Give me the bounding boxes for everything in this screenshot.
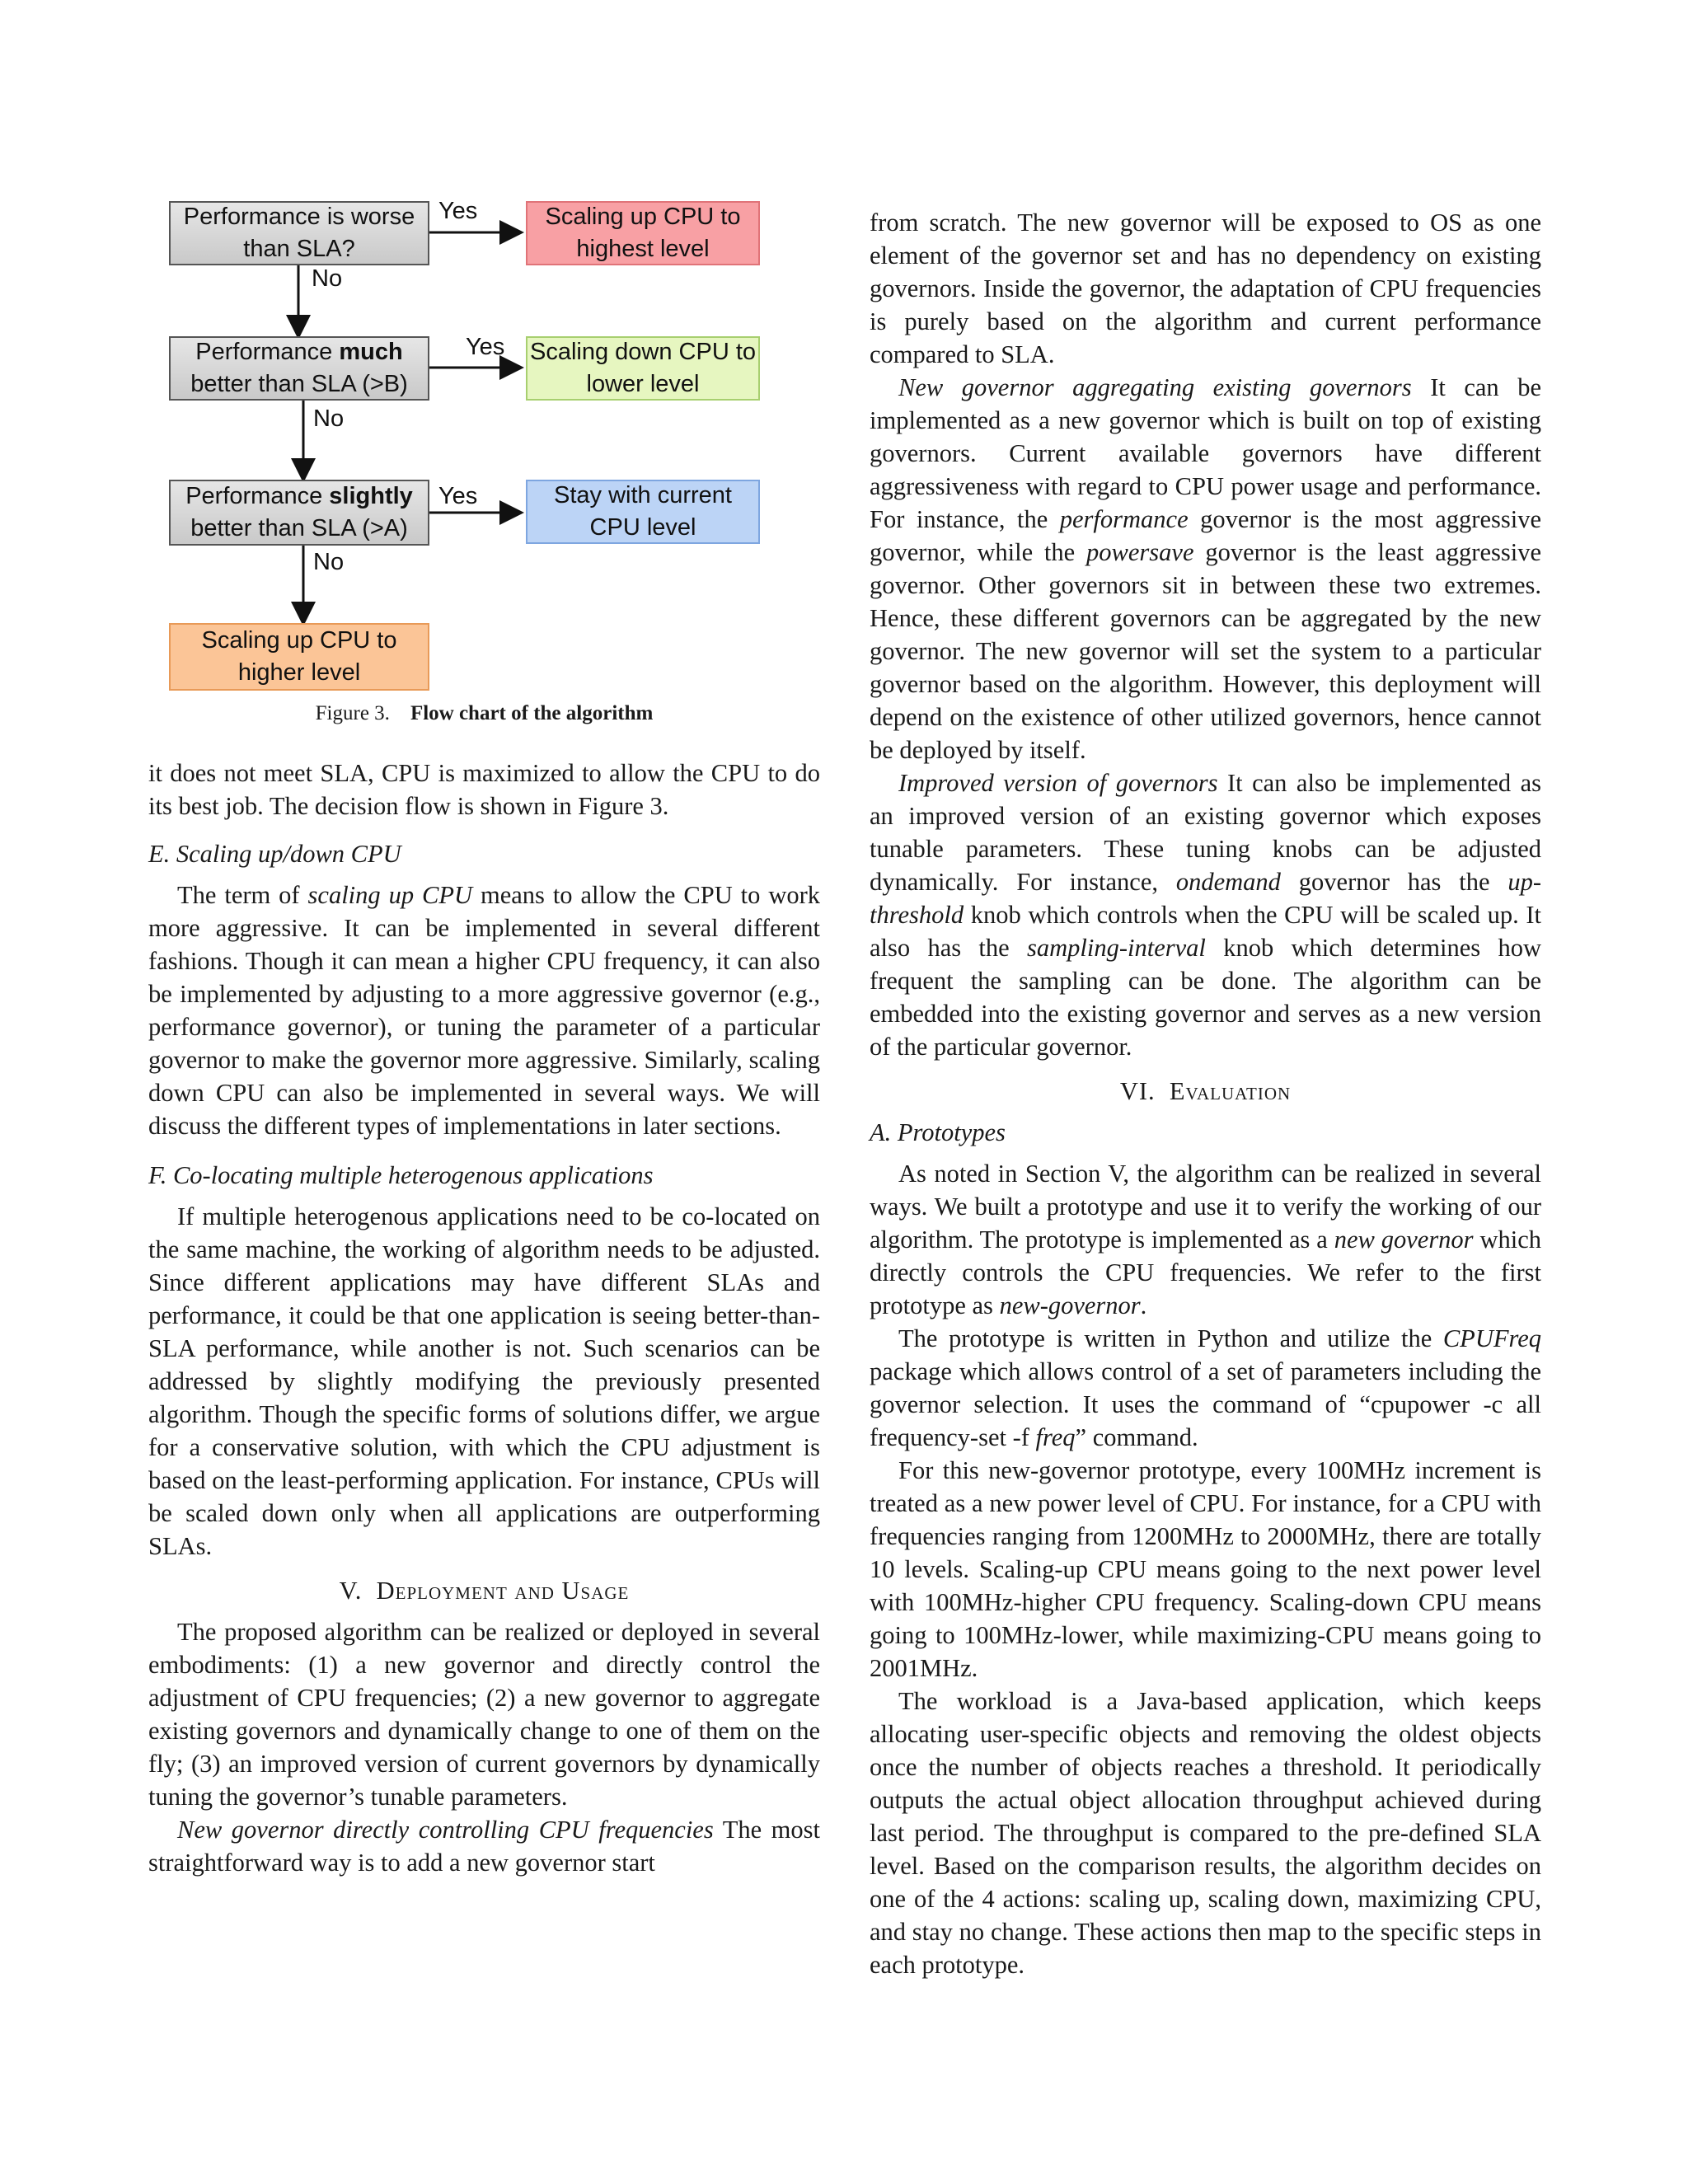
section-a-heading: A. Prototypes: [870, 1118, 1006, 1146]
right-column: [870, 206, 1541, 1981]
decision-much-better: [169, 336, 429, 401]
action-scale-down-lower: [526, 336, 760, 401]
decision-slightly-better: [169, 480, 429, 546]
right-paragraph-6: The workload is a Java-based application, which keeps allocating user-specific objects and removing the oldest objects once the number of objects reaches a threshold. It periodically outputs the actual object allocation throughput achieved during last period. The throughput is compared to the pre-defined SLA level. Based on the comparison results, the algorithm decides on one of the 4 actions: scaling up, scaling down, maximizing CPU, and stay no change. These actions then map to the specific steps in each prototype.: [870, 1687, 1541, 1979]
label-no-3: No: [313, 549, 345, 575]
figure-caption-label: Figure 3.: [315, 702, 390, 724]
action-stay-current-text: Stay with current CPU level: [554, 482, 732, 541]
decision-worse-than-sla-text: Performance is worse than SLA?: [183, 204, 415, 262]
label-yes-1: Yes: [438, 198, 478, 224]
right-paragraph-4: The prototype is written in Python and utilize the CPUFreq package which allows control of a set of parameters including the governor selection. It uses the command of “cpupower -c all frequency-set -f freq” command.: [870, 1324, 1541, 1451]
action-stay-current: [526, 480, 760, 544]
label-no-1: No: [312, 265, 343, 292]
label-yes-2: Yes: [466, 334, 505, 360]
action-scale-up-highest: [526, 201, 760, 265]
section-f-heading: F. Co-locating multiple heterogenous applications: [148, 1161, 654, 1189]
left-column: [148, 757, 820, 1879]
right-paragraph-1: New governor aggregating existing governors It can be implemented as a new governor which is built on top of existing governors. Current available governors have different aggressiveness with regard to CPU power usage and performance. For instance, the performance governor is the most aggressive governor, while the powersave governor is the least aggressive governor. Other governors sit in between these two extremes. Hence, these different governors can be aggregated by the new governor. The new governor will set the system to a particular governor based on the algorithm. However, this deployment will depend on the existence of other utilized governors, hence cannot be deployed by itself.: [870, 373, 1541, 764]
left-paragraph-2: If multiple heterogenous applications need to be co-located on the same machine, the working of algorithm needs to be adjusted. Since different applications may have different SLAs and performance, it could be that one application is seeing better-than-SLA performance, while another is not. Such scenarios can be addressed by slightly modifying the previously presented algorithm. Though the specific forms of solutions differ, we argue for a conservative solution, with which the CPU adjustment is based on the least-performing application. For instance, CPUs will be scaled down only when all applications are outperforming SLAs.: [148, 1202, 820, 1560]
section-vi-heading: VI. Evaluation: [1119, 1077, 1292, 1105]
right-paragraph-0: from scratch. The new governor will be exposed to OS as one element of the governor set and has no dependency on existing governors. Inside the governor, the adaptation of CPU frequencies is purely based on the algorithm and current performance compared to SLA.: [870, 209, 1541, 368]
action-scale-up-higher-text: Scaling up CPU to higher level: [201, 627, 397, 686]
label-no-2: No: [313, 405, 345, 432]
figure-caption-title: Flow chart of the algorithm: [410, 702, 654, 724]
decision-much-better-text: Performance much better than SLA (>B): [190, 339, 408, 397]
left-paragraph-3: The proposed algorithm can be realized or deployed in several embodiments: (1) a new governor and directly control the adjustment of CPU frequencies; (2) a new governor to aggregate existing governors and dynamically change to one of them on the fly; (3) an improved version of current governors by dynamically tuning the governor’s tunable parameters.: [148, 1618, 820, 1811]
left-paragraph-0: it does not meet SLA, CPU is maximized to allow the CPU to do its best job. The decision flow is shown in Figure 3.: [148, 759, 820, 820]
left-paragraph-1: The term of scaling up CPU means to allow the CPU to work more aggressive. It can be implemented in several different fashions. Though it can mean a higher CPU frequency, it can also be implemented by adjusting to a more aggressive governor (e.g., performance governor), or tuning the parameter of a particular governor to make the governor more aggressive. Similarly, scaling down CPU can also be implemented in several ways. We will discuss the different types of implementations in later sections.: [148, 881, 821, 1140]
flowchart-figure: [148, 190, 820, 750]
section-v-heading: V. Deployment and Usage: [339, 1577, 630, 1605]
right-paragraph-2: Improved version of governors It can also be implemented as an improved version of an existing governor which exposes tunable parameters. These tuning knobs can be adjusted dynamically. For instance, ondemand governor has the up-threshold knob which controls when the CPU will be scaled up. It also has the sampling-interval knob which determines how frequent the sampling can be done. The algorithm can be embedded into the existing governor and serves as a new version of the particular governor.: [870, 769, 1541, 1061]
decision-worse-than-sla: [169, 201, 429, 265]
left-paragraph-4: New governor directly controlling CPU frequencies The most straightforward way is to add a new governor start: [148, 1816, 820, 1877]
action-scale-up-higher: [169, 623, 429, 691]
right-paragraph-5: For this new-governor prototype, every 100MHz increment is treated as a new power level of CPU. For instance, for a CPU with frequencies ranging from 1200MHz to 2000MHz, there are totally 10 levels. Scaling-up CPU means going to the next power level with 100MHz-higher CPU frequency. Scaling-down CPU means going to 100MHz-lower, while maximizing-CPU means going to 2001MHz.: [870, 1456, 1541, 1682]
section-e-heading: E. Scaling up/down CPU: [148, 840, 401, 868]
action-scale-up-highest-text: Scaling up CPU to highest level: [545, 204, 741, 262]
decision-slightly-better-text: Performance slightly better than SLA (>A): [185, 483, 413, 541]
action-scale-down-lower-text: Scaling down CPU to lower level: [529, 339, 757, 397]
figure-caption: [148, 702, 820, 725]
label-yes-3: Yes: [438, 483, 478, 509]
right-paragraph-3: As noted in Section V, the algorithm can be realized in several ways. We built a prototype and use it to verify the working of our algorithm. The prototype is implemented as a new governor which directly controls the CPU frequencies. We refer to the first prototype as new-governor.: [870, 1160, 1541, 1319]
